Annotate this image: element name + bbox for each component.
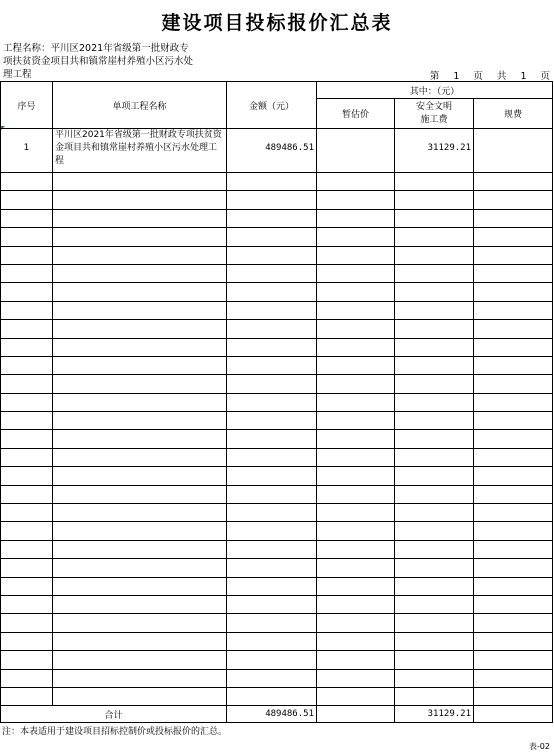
row-item-name: 平川区2021年省级第一批财政专项扶贫资金项目共和镇常崖村养殖小区污水处理工程 xyxy=(53,129,227,173)
empty-cell xyxy=(227,540,317,558)
empty-cell xyxy=(474,356,553,374)
form-number: 表-02 xyxy=(528,742,550,751)
empty-cell xyxy=(227,191,317,209)
empty-cell xyxy=(53,338,227,356)
empty-cell xyxy=(317,485,395,503)
header-seq: 序号 xyxy=(1,82,53,129)
empty-cell xyxy=(53,614,227,632)
empty-cell xyxy=(317,320,395,338)
empty-cell xyxy=(395,651,474,669)
empty-cell xyxy=(395,559,474,577)
empty-row xyxy=(1,522,553,540)
empty-cell xyxy=(317,301,395,319)
empty-cell xyxy=(474,264,553,282)
empty-cell xyxy=(227,522,317,540)
empty-cell xyxy=(317,504,395,522)
header-amount: 金额（元） xyxy=(227,82,317,129)
empty-cell xyxy=(395,356,474,374)
empty-cell xyxy=(1,356,53,374)
empty-cell xyxy=(317,632,395,650)
empty-cell xyxy=(53,595,227,613)
empty-cell xyxy=(1,209,53,227)
empty-row xyxy=(1,301,553,319)
empty-cell xyxy=(53,301,227,319)
empty-cell xyxy=(227,264,317,282)
empty-row xyxy=(1,687,553,705)
empty-cell xyxy=(227,485,317,503)
empty-cell xyxy=(474,393,553,411)
project-name-value: 平川区2021年省级第一批财政专项扶贫资金项目共和镇常崖村养殖小区污水处理工程 xyxy=(3,43,194,80)
empty-cell xyxy=(53,430,227,448)
empty-cell xyxy=(1,522,53,540)
empty-cell xyxy=(1,448,53,466)
empty-cell xyxy=(317,577,395,595)
empty-row xyxy=(1,228,553,246)
page-title: 建设项目投标报价汇总表 xyxy=(161,12,393,34)
empty-cell xyxy=(53,191,227,209)
empty-cell xyxy=(317,246,395,264)
empty-cell xyxy=(227,467,317,485)
page-number: 1 xyxy=(453,71,460,82)
empty-cell xyxy=(474,246,553,264)
empty-cell xyxy=(1,669,53,687)
empty-row xyxy=(1,356,553,374)
empty-cell xyxy=(53,651,227,669)
empty-cell xyxy=(395,246,474,264)
empty-row xyxy=(1,632,553,650)
empty-cell xyxy=(53,540,227,558)
empty-cell xyxy=(53,504,227,522)
empty-cell xyxy=(1,338,53,356)
empty-cell xyxy=(1,430,53,448)
empty-cell xyxy=(227,283,317,301)
empty-cell xyxy=(317,228,395,246)
header-safety: 安全文明施工费 xyxy=(395,99,474,129)
empty-cell xyxy=(1,173,53,191)
empty-cell xyxy=(395,320,474,338)
empty-row xyxy=(1,191,553,209)
empty-cell xyxy=(227,595,317,613)
empty-cell xyxy=(317,448,395,466)
empty-cell xyxy=(395,191,474,209)
empty-row xyxy=(1,448,553,466)
empty-cell xyxy=(1,467,53,485)
header-of-which: 其中：（元） xyxy=(317,82,553,99)
empty-row xyxy=(1,577,553,595)
empty-cell xyxy=(317,338,395,356)
empty-cell xyxy=(317,375,395,393)
empty-cell xyxy=(395,504,474,522)
empty-cell xyxy=(1,320,53,338)
row-provisional xyxy=(317,129,395,173)
empty-cell xyxy=(395,173,474,191)
empty-cell xyxy=(227,320,317,338)
empty-row xyxy=(1,320,553,338)
row-seq: 1 xyxy=(1,129,53,173)
empty-row xyxy=(1,669,553,687)
empty-cell xyxy=(227,632,317,650)
empty-cell xyxy=(474,577,553,595)
empty-cell xyxy=(474,375,553,393)
empty-cell xyxy=(227,301,317,319)
empty-cell xyxy=(53,209,227,227)
empty-cell xyxy=(53,412,227,430)
empty-cell xyxy=(1,228,53,246)
empty-cell xyxy=(474,228,553,246)
empty-cell xyxy=(474,430,553,448)
empty-cell xyxy=(317,651,395,669)
empty-row xyxy=(1,338,553,356)
empty-row xyxy=(1,393,553,411)
empty-cell xyxy=(53,577,227,595)
empty-cell xyxy=(317,283,395,301)
empty-cell xyxy=(317,430,395,448)
row-safety: 31129.21 xyxy=(395,129,474,173)
empty-cell xyxy=(227,577,317,595)
empty-cell xyxy=(227,246,317,264)
empty-cell xyxy=(53,687,227,705)
empty-cell xyxy=(1,687,53,705)
empty-cell xyxy=(395,338,474,356)
page-indicator xyxy=(430,68,550,82)
empty-cell xyxy=(317,614,395,632)
page-gong: 共 xyxy=(496,71,507,82)
empty-cell xyxy=(1,375,53,393)
empty-cell xyxy=(395,228,474,246)
empty-cell xyxy=(227,651,317,669)
empty-cell xyxy=(317,393,395,411)
empty-cell xyxy=(53,522,227,540)
empty-cell xyxy=(53,632,227,650)
row-fees xyxy=(474,129,553,173)
empty-row xyxy=(1,209,553,227)
empty-cell xyxy=(1,283,53,301)
empty-cell xyxy=(474,191,553,209)
empty-cell xyxy=(53,283,227,301)
empty-row xyxy=(1,467,553,485)
empty-cell xyxy=(227,430,317,448)
empty-cell xyxy=(395,209,474,227)
empty-cell xyxy=(395,632,474,650)
empty-cell xyxy=(227,559,317,577)
empty-row xyxy=(1,264,553,282)
empty-cell xyxy=(317,595,395,613)
empty-cell xyxy=(474,301,553,319)
empty-cell xyxy=(395,540,474,558)
empty-cell xyxy=(227,173,317,191)
empty-row xyxy=(1,540,553,558)
empty-cell xyxy=(1,301,53,319)
total-amount: 489486.51 xyxy=(227,706,317,723)
empty-cell xyxy=(227,448,317,466)
empty-cell xyxy=(53,467,227,485)
empty-cell xyxy=(474,559,553,577)
empty-cell xyxy=(474,632,553,650)
empty-cell xyxy=(317,687,395,705)
empty-cell xyxy=(395,393,474,411)
total-fees xyxy=(474,706,553,723)
empty-cell xyxy=(1,540,53,558)
empty-cell xyxy=(1,393,53,411)
empty-cell xyxy=(227,669,317,687)
empty-cell xyxy=(227,614,317,632)
empty-cell xyxy=(1,632,53,650)
total-label: 合计 xyxy=(1,706,227,723)
empty-row xyxy=(1,246,553,264)
total-provisional xyxy=(317,706,395,723)
empty-cell xyxy=(227,356,317,374)
empty-cell xyxy=(474,651,553,669)
empty-cell xyxy=(317,540,395,558)
page-ye2: 页 xyxy=(540,71,550,82)
empty-cell xyxy=(53,264,227,282)
empty-row xyxy=(1,595,553,613)
empty-row xyxy=(1,375,553,393)
empty-cell xyxy=(227,375,317,393)
header-provisional: 暂估价 xyxy=(317,99,395,129)
empty-cell xyxy=(53,228,227,246)
empty-cell xyxy=(317,412,395,430)
empty-cell xyxy=(395,595,474,613)
empty-cell xyxy=(395,669,474,687)
empty-cell xyxy=(395,687,474,705)
row-amount: 489486.51 xyxy=(227,129,317,173)
empty-row xyxy=(1,559,553,577)
project-label: 工程名称： xyxy=(3,43,51,54)
empty-cell xyxy=(474,504,553,522)
empty-cell xyxy=(474,467,553,485)
empty-cell xyxy=(1,412,53,430)
empty-cell xyxy=(317,173,395,191)
empty-cell xyxy=(474,687,553,705)
empty-cell xyxy=(1,504,53,522)
empty-cell xyxy=(53,320,227,338)
empty-cell xyxy=(395,522,474,540)
empty-cell xyxy=(1,485,53,503)
empty-cell xyxy=(53,356,227,374)
empty-row xyxy=(1,412,553,430)
empty-cell xyxy=(53,559,227,577)
empty-cell xyxy=(474,669,553,687)
empty-cell xyxy=(227,228,317,246)
project-name xyxy=(3,42,193,81)
empty-cell xyxy=(53,485,227,503)
header-item-name: 单项工程名称 xyxy=(53,82,227,129)
empty-cell xyxy=(317,356,395,374)
empty-cell xyxy=(474,283,553,301)
empty-cell xyxy=(227,412,317,430)
total-safety: 31129.21 xyxy=(395,706,474,723)
empty-cell xyxy=(395,467,474,485)
empty-cell xyxy=(395,614,474,632)
empty-cell xyxy=(395,283,474,301)
empty-cell xyxy=(317,467,395,485)
empty-cell xyxy=(474,173,553,191)
empty-cell xyxy=(1,577,53,595)
empty-row xyxy=(1,504,553,522)
empty-cell xyxy=(1,614,53,632)
empty-cell xyxy=(1,264,53,282)
empty-cell xyxy=(227,209,317,227)
empty-cell xyxy=(395,448,474,466)
empty-cell xyxy=(53,393,227,411)
empty-cell xyxy=(53,669,227,687)
empty-cell xyxy=(227,504,317,522)
empty-cell xyxy=(474,614,553,632)
empty-cell xyxy=(395,430,474,448)
page-total: 1 xyxy=(520,71,527,82)
empty-cell xyxy=(53,246,227,264)
empty-cell xyxy=(317,191,395,209)
empty-cell xyxy=(227,393,317,411)
empty-row xyxy=(1,614,553,632)
empty-cell xyxy=(395,485,474,503)
empty-cell xyxy=(317,522,395,540)
empty-cell xyxy=(1,191,53,209)
empty-cell xyxy=(227,687,317,705)
footnote: 注：本表适用于建设项目招标控制价或投标报价的汇总。 xyxy=(2,727,228,737)
empty-cell xyxy=(317,209,395,227)
empty-row xyxy=(1,173,553,191)
empty-row xyxy=(1,430,553,448)
empty-cell xyxy=(395,577,474,595)
page-di: 第 xyxy=(429,71,440,82)
empty-cell xyxy=(474,338,553,356)
empty-cell xyxy=(474,448,553,466)
empty-cell xyxy=(1,651,53,669)
empty-cell xyxy=(53,448,227,466)
empty-cell xyxy=(474,540,553,558)
empty-cell xyxy=(53,375,227,393)
empty-cell xyxy=(474,412,553,430)
empty-cell xyxy=(1,246,53,264)
empty-cell xyxy=(474,320,553,338)
header-fees: 规费 xyxy=(474,99,553,129)
summary-table xyxy=(0,81,553,723)
page-ye1: 页 xyxy=(473,71,483,82)
empty-cell xyxy=(1,595,53,613)
empty-cell xyxy=(395,301,474,319)
empty-cell xyxy=(1,559,53,577)
empty-row xyxy=(1,485,553,503)
empty-cell xyxy=(474,595,553,613)
empty-row xyxy=(1,651,553,669)
empty-cell xyxy=(395,375,474,393)
empty-row xyxy=(1,283,553,301)
empty-cell xyxy=(317,559,395,577)
empty-cell xyxy=(474,485,553,503)
empty-cell xyxy=(395,264,474,282)
empty-cell xyxy=(474,209,553,227)
empty-cell xyxy=(317,669,395,687)
empty-cell xyxy=(395,412,474,430)
empty-cell xyxy=(53,173,227,191)
empty-cell xyxy=(227,338,317,356)
empty-cell xyxy=(317,264,395,282)
empty-cell xyxy=(474,522,553,540)
